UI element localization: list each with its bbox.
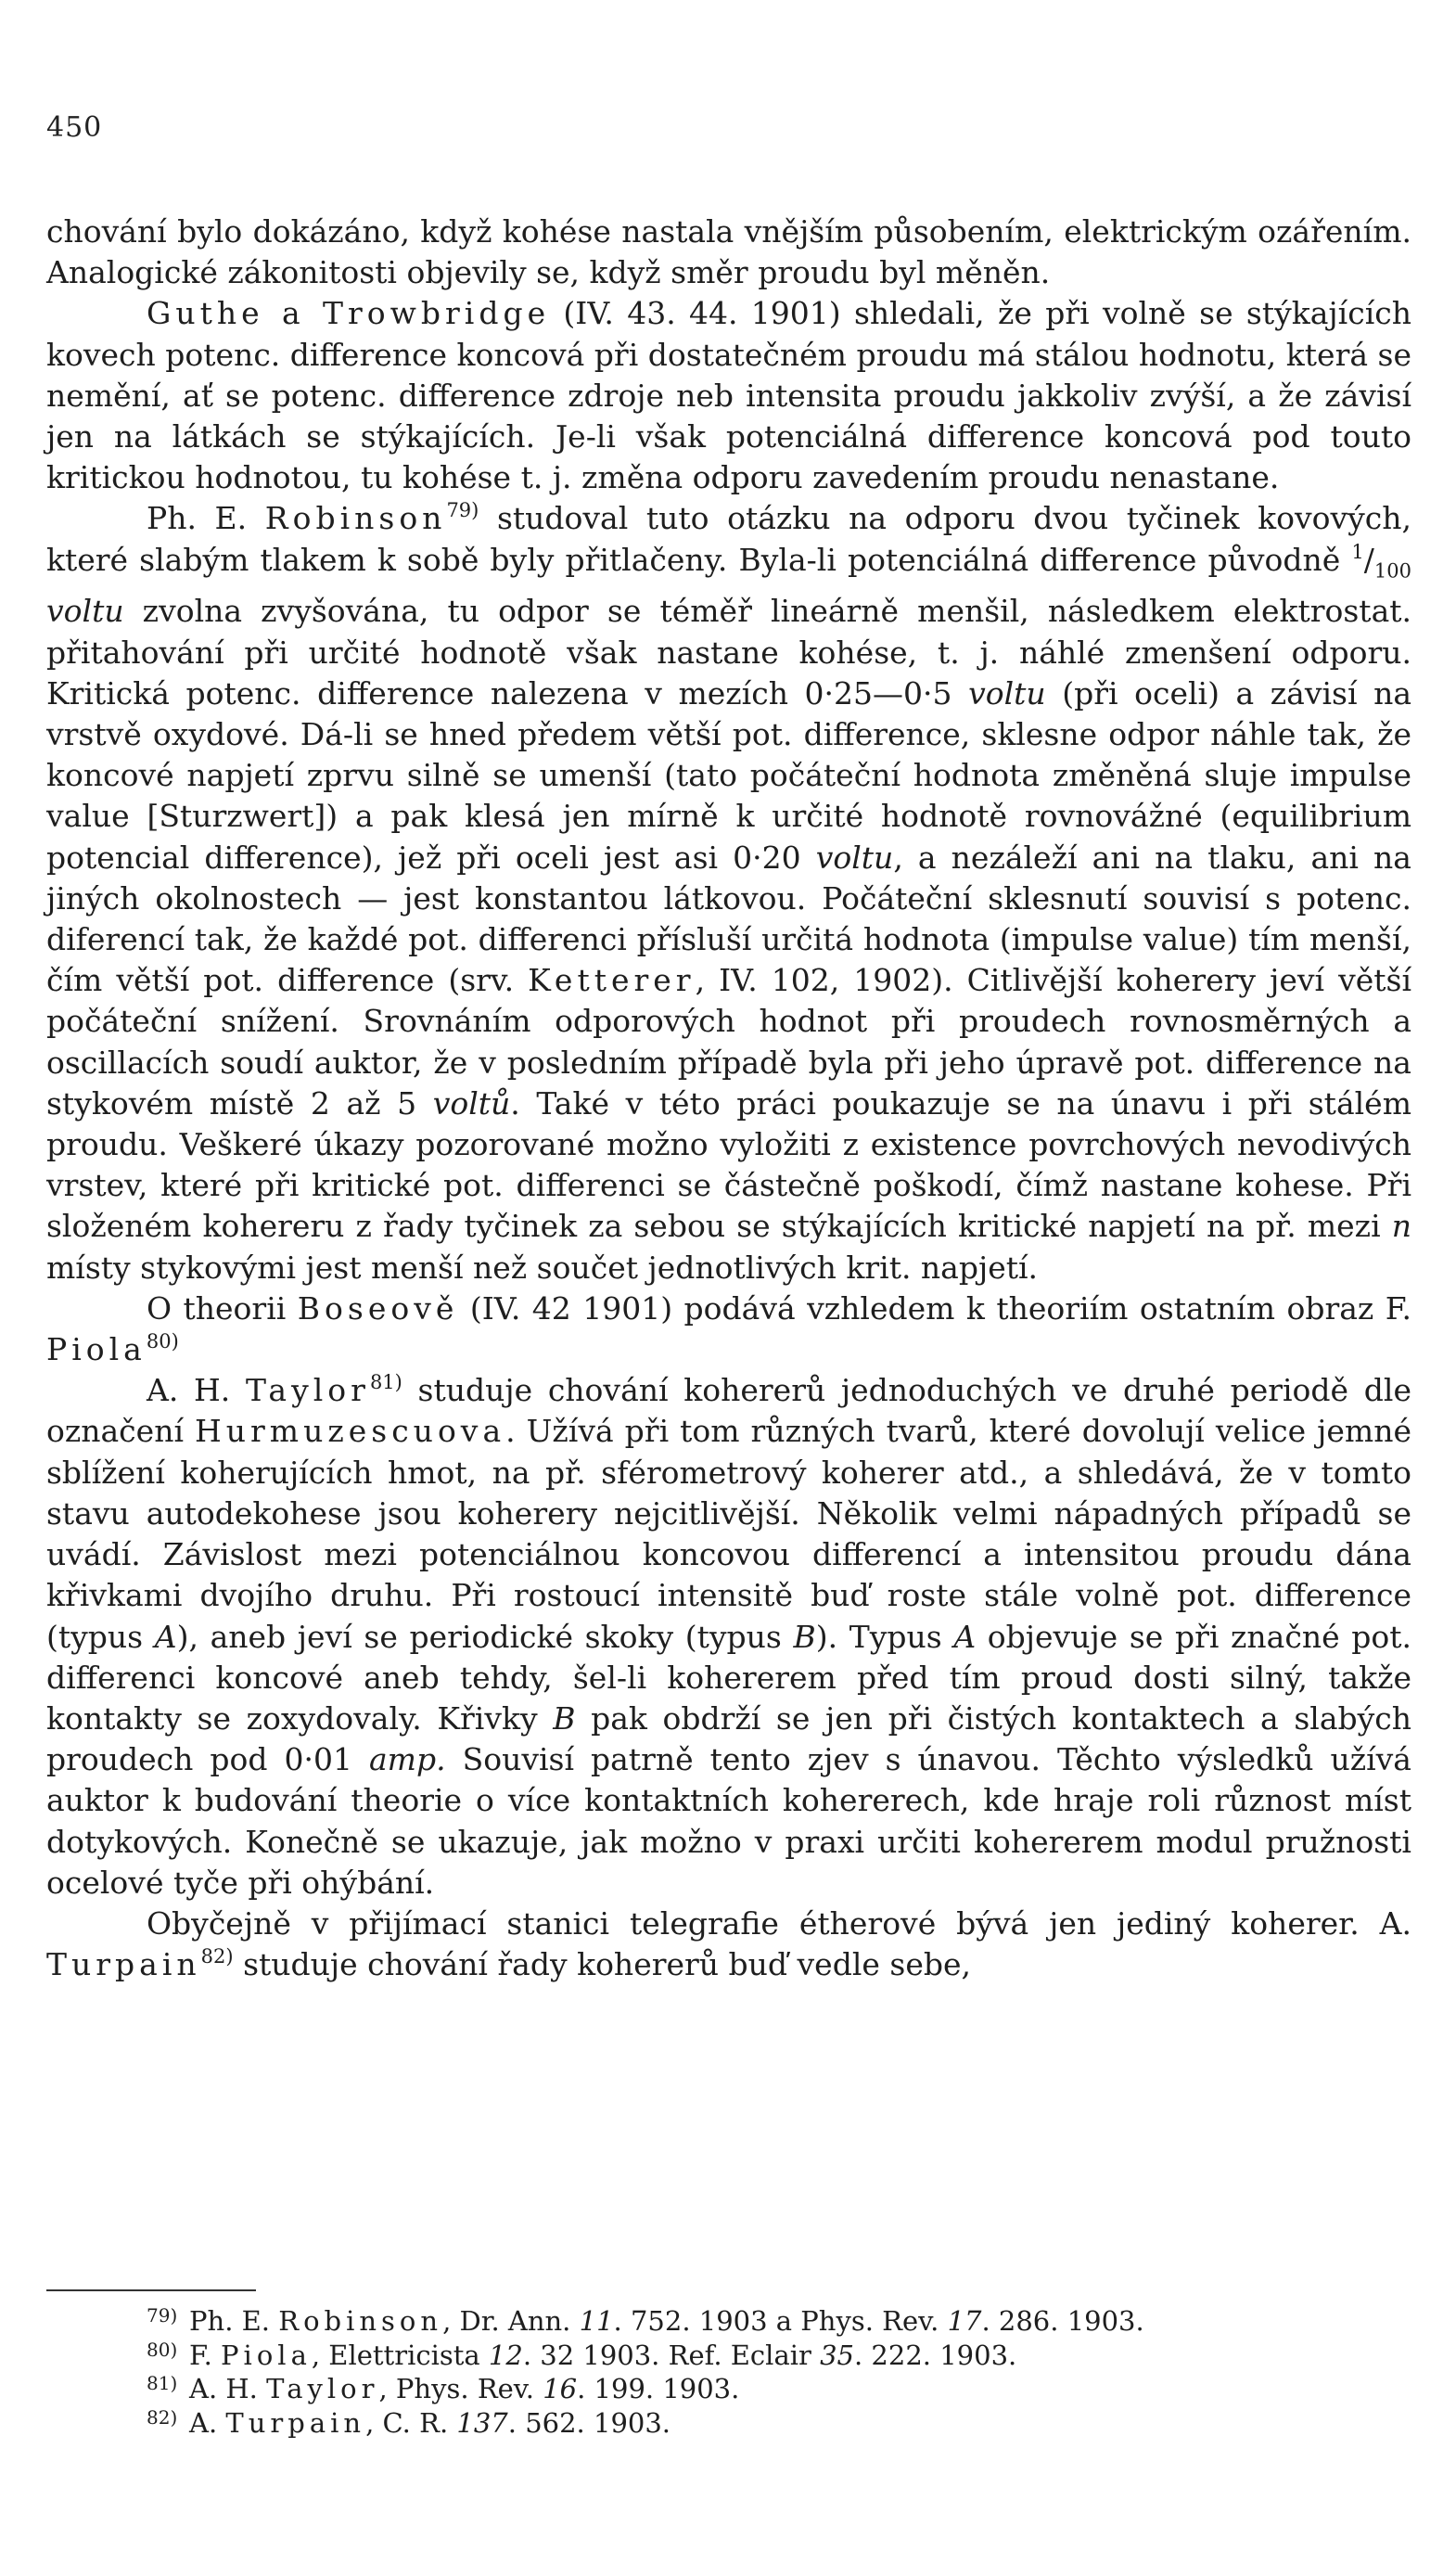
footnote-text: , Phys. Rev. [378,2373,543,2404]
footnote-text: . 286. 1903. [981,2305,1144,2337]
author-name: Piola [46,1331,147,1368]
unit: amp. [369,1741,446,1778]
author-initials: A. H. [147,1372,246,1409]
author-name: Ketterer [528,962,696,999]
paragraph-text: , a nezáleží ani na tlaku, ani na jiných okolnostech — jest konstantou látkovou. Počáteční sklesnutí souvisí s potenc. diferencí tak, že každé pot. differenci přísluší určitá hodnota (impulse value) tím menší, čím větší pot. difference (srv. [46,839,1411,999]
variable: A [953,1618,977,1655]
footnote-text: . 562. 1903. [507,2406,671,2439]
footnote-ref: 81) [369,1371,402,1394]
volume: 137 [456,2406,508,2439]
footnote-text: . 199. 1903. [577,2373,740,2404]
paragraph-text: místy stykovými jest menší než součet jednotlivých krit. napjetí. [46,1249,1039,1286]
footnote-ref: 80) [146,1330,179,1353]
paragraph-text: (IV. 42 1901) podává vzhledem k theoriím ostatním obraz F. [458,1289,1411,1327]
paragraph-text: ). Typus [815,1618,954,1655]
footnote-text: A. [189,2406,226,2439]
paragraph-text: pak obdrží se jen při čistých kontaktech a slabých proudech pod 0·01 [46,1699,1411,1778]
author-name: Hurmuzescuova [195,1413,506,1450]
unit: voltu [46,593,124,630]
paragraph-3: Ph. E. Robinson$^{79)}$ studoval tuto otázku na odporu dvou tyčinek kovových, které slabým tlakem k sobě byly přitlačeny. Byla-li potenciálná difference původně $^1/_{100}$ voltu zvolna zvyšována, tu odpor se téměř lineárně menšil, následkem elektrostat. přitahování při určité hodnotě však nastane kohése, t. j. náhlé zmenšení odporu. Kritická potenc. difference nalezena v mezích 0·25—0·5 voltu (při oceli) a závisí na vrstvě oxydové. Dá-li se hned předem větší pot. difference, sklesne odpor náhle tak, že koncové napjetí zprvu silně se umenší (tato počáteční hodnota změněná sluje impulse value [Sturzwert]) a pak klesá jen mírně k určité hodnotě rovnovážné (equilibrium potencial difference), jež při oceli jest asi 0·20 voltu, a nezáleží ani na tlaku, ani na jiných okolnostech — jest konstantou látkovou. Počáteční sklesnutí souvisí s potenc. diferencí tak, že každé pot. differenci přísluší určitá hodnota (impulse value) tím menší, čím větší pot. difference (srv. Ketterer, IV. 102, 1902). Citlivější koherery jeví větší počáteční snížení. Srovnáním odporových hodnot při proudech rovnosměrných a oscillacích soudí auktor, že v posledním případě byla při jeho úpravě pot. difference na stykovém místě 2 až 5 voltů. Také v této práci poukazuje se na únavu i při stálém proudu. Veškeré úkazy pozorované možno vyložiti z existence povrchových nevodivých vrstev, které při kritické pot. differenci se částečně poškodí, čímž nastane kohese. Při složeném kohereru z řady tyčinek za sebou se stýkajících kritické napjetí na př. mezi n místy stykovými jest menší než součet jednotlivých krit. napjetí. [46,499,1411,1286]
footnote-text: , Elettricista [311,2339,489,2371]
main-text [46,212,1411,1985]
paragraph-2 [46,293,1411,498]
volume: 16 [543,2373,578,2404]
footnote: 80) F. Piola, Elettricista 12. 32 1903. Ref. Eclair 35. 222. 1903. [147,2338,1017,2371]
footnote-ref: 79) [446,499,479,522]
volume: 35 [820,2339,854,2371]
author-name: Robinson [278,2305,443,2337]
page-number: 450 [46,111,103,144]
paragraph-text: Obyčejně v přijímací stanici telegrafie étherové bývá jen jediný koherer. A. [147,1904,1411,1942]
variable: B [553,1699,576,1737]
paragraph-text: ), aneb jeví se periodické skoky (typus [176,1618,794,1655]
footnote-text: Ph. E. [189,2305,279,2337]
author-name: Robinson [264,500,447,537]
author-name: Turpain [225,2406,366,2439]
volume: 11 [579,2305,614,2337]
variable: n [1391,1208,1411,1245]
author-name: Boseově [297,1289,459,1327]
footnote-ref: 82) [200,1945,234,1968]
author-name: Turpain [46,1946,201,1983]
footnote-text: A. H. [189,2373,267,2404]
paragraph-6 [46,1904,1411,1985]
fraction-denominator: 100 [1373,559,1411,583]
paragraph-text: studoval tuto otázku na odporu dvou tyčinek kovových, které slabým tlakem k sobě byly přitlačeny. Byla-li potenciálná difference původně [46,500,1411,578]
unit: voltu [815,839,894,876]
footnote-text: F. [189,2339,222,2371]
author-name: Piola [221,2339,312,2371]
paragraph-1: chování bylo dokázáno, když kohése nastala vnějším působením, elektrickým ozářením. Analogické zákonitosti objevily se, když směr proudu byl měněn. [46,213,1411,291]
paragraph-text: studuje chování řady kohererů buď vedle sebe, [233,1946,972,1983]
footnotes [147,2304,1352,2440]
paragraph-text: Souvisí patrně tento zjev s únavou. Těchto výsledků užívá auktor k budování theorie o více kontaktních kohererech, kde hraje roli různost míst dotykových. Konečně se ukazuje, jak možno v praxi určiti kohererem modul pružnosti ocelové tyče při ohýbání. [46,1741,1411,1901]
volume: 12 [488,2339,523,2371]
footnote: 82) A. Turpain, C. R. 137. 562. 1903. [147,2405,671,2439]
volume: 17 [947,2305,982,2337]
author-initials: Ph. E. [147,500,265,537]
paragraph-4 [46,1288,1411,1370]
author-name: Taylor [245,1372,370,1409]
paragraph-text: . Užívá při tom různých tvarů, které dovolují velice jemné sblížení koherujících hmot, na př. sférometrový koherer atd., a shledává, že v tomto stavu autodekohese jsou koherery nejcitlivější. Několik velmi nápadných případů se uvádí. Závislost mezi potenciálnou koncovou differencí a intensitou proudu dána křivkami dvojího druhu. Při rostoucí intensitě buď roste stále volně pot. difference (typus [46,1413,1411,1655]
unit: voltů [432,1084,511,1122]
paragraph-text: O theorii [147,1289,298,1327]
footnote-divider [46,2289,256,2291]
paragraph-text: studuje chování kohererů jednoduchých ve druhé periodě dle označení [46,1372,1411,1450]
variable: A [154,1618,177,1655]
author-name: Taylor [266,2373,379,2404]
variable: B [793,1618,816,1655]
footnote-text: . 752. 1903 a Phys. Rev. [613,2305,948,2337]
footnote-text: . 32 1903. Ref. Eclair [522,2339,821,2371]
unit: voltu [968,674,1046,712]
author-name: Guthe a Trowbridge [147,295,551,332]
footnote-text: , Dr. Ann. [442,2305,580,2337]
paragraph-5 [46,1370,1411,1904]
paragraph-text: objevuje se při značné pot. differenci koncové aneb tehdy, šel-li kohererem před tím proud dosti silný, takže kontakty se zoxydovaly. Křivky [46,1618,1411,1737]
footnote-text: , C. R. [365,2406,457,2439]
paragraph-text: . Také v této práci poukazuje se na únavu i při stálém proudu. Veškeré úkazy pozorované možno vyložiti z existence povrchových nevodivých vrstev, které při kritické pot. differenci se částečně poškodí, čímž nastane kohese. Při složeném kohereru z řady tyčinek za sebou se stýkajících kritické napjetí na př. mezi [46,1084,1411,1245]
footnote: 79) Ph. E. Robinson, Dr. Ann. 11. 752. 1903 a Phys. Rev. 17. 286. 1903. [147,2304,1144,2337]
fraction-numerator: 1 [1351,540,1364,563]
paragraph-text: (při oceli) a závisí na vrstvě oxydové. Dá-li se hned předem větší pot. difference, sklesne odpor náhle tak, že koncové napjetí zprvu silně se umenší (tato počáteční hodnota změněná sluje impulse value [Sturzwert]) a pak klesá jen mírně k určité hodnotě rovnovážné (equilibrium potencial difference), jež při oceli jest asi 0·20 [46,674,1411,876]
footnote: 81) A. H. Taylor, Phys. Rev. 16. 199. 1903. [147,2372,740,2404]
paragraph-text: , IV. 102, 1902). Citlivější koherery jeví větší počáteční snížení. Srovnáním odporových hodnot při proudech rovnosměrných a oscillacích soudí auktor, že v posledním případě byla při jeho úpravě pot. difference na stykovém místě 2 až 5 [46,962,1411,1122]
footnote-text: . 222. 1903. [854,2339,1017,2371]
paragraph-text: (IV. 43. 44. 1901) shledali, že při volně se stýkajících kovech potenc. difference koncová při dostatečném proudu má stálou hodnotu, která se nemění, ať se potenc. difference zdroje neb intensita proudu jakkoliv zvýší, a že závisí jen na látkách se stýkajících. Je-li však potenciálná difference koncová pod touto kritickou hodnotou, tu kohése t. j. změna odporu zavedením proudu nenastane. [46,295,1411,496]
paragraph-text: zvolna zvyšována, tu odpor se téměř lineárně menšil, následkem elektrostat. přitahování při určité hodnotě však nastane kohése, t. j. náhlé zmenšení odporu. Kritická potenc. difference nalezena v mezích 0·25—0·5 [46,593,1411,712]
